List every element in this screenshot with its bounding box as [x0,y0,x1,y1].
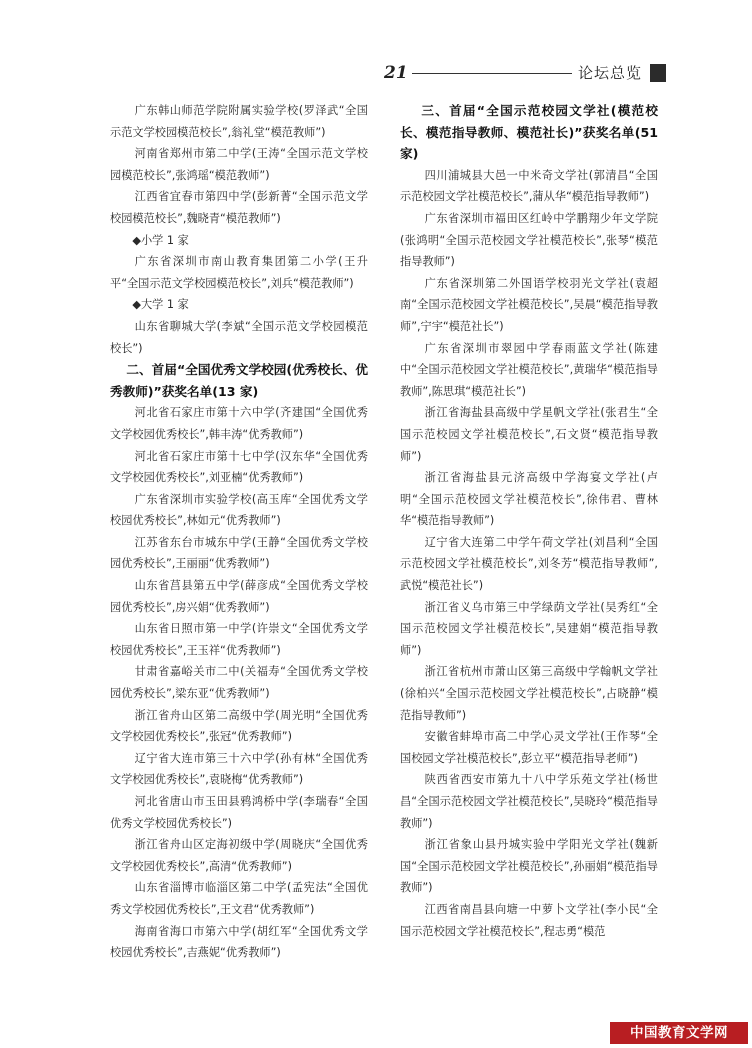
page-number: 21 [384,63,408,83]
opening-entries [110,100,368,230]
list-item: 安徽省蚌埠市高二中学心灵文学社(王作琴“全国校园文学社模范校长”,彭立平“模范指导老师”) [400,730,658,765]
list-item: 浙江省舟山区第二高级中学(周光明“全国优秀文学校园优秀校长”,张冠“优秀教师”) [110,708,368,744]
list-item: 广东省深圳市南山教育集团第二小学(王升平“全国示范文学校园模范校长”,刘兵“模范教师”) [110,255,368,290]
list-item: 广东韩山师范学院附属实验学校(罗泽武“全国示范文学校园模范校长”,翁礼堂“模范教师”) [110,104,368,139]
list-item: 山东省日照市第一中学(许崇文“全国优秀文学校园优秀校长”,王玉祥“优秀教师”) [110,622,368,657]
list-item: 江苏省东台市城东中学(王静“全国优秀文学校园优秀校长”,王丽丽“优秀教师”) [110,535,368,571]
list-item: 河北省石家庄市第十七中学(汉东华“全国优秀文学校园优秀校长”,刘亚楠“优秀教师”) [110,449,368,485]
list-item: 河北省唐山市玉田县鸦鸿桥中学(李瑞春“全国优秀文学校园优秀校长”) [110,795,368,830]
list-item: 浙江省海盐县元济高级中学海宴文学社(卢明“全国示范校园文学社模范校长”,徐伟君、曹林华“模范指导教师”) [400,471,658,528]
section-3-title: 三、首届“全国示范校园文学社(模范校长、模范指导教师、模范社长)”获奖名单(51 家) [400,103,658,162]
section-2-title: 二、首届“全国优秀文学校园(优秀校长、优秀教师)”获奖名单(13 家) [110,362,368,399]
list-item: 江西省南昌县向塘一中萝卜文学社(李小民“全国示范校园文学社模范校长”,程志勇“模范 [400,902,658,938]
list-item: 山东省莒县第五中学(薛彦成“全国优秀文学校园优秀校长”,房兴娟“优秀教师”) [110,579,368,614]
list-item: 浙江省海盐县高级中学星帆文学社(张君生“全国示范校园文学社模范校长”,石文贤“模范指导教师”) [400,406,658,463]
list-item: 浙江省象山县丹城实验中学阳光文学社(魏新国“全国示范校园文学社模范校长”,孙丽娟“模范指导教师”) [400,838,658,895]
list-item: 广东省深圳第二外国语学校羽光文学社(袁超南“全国示范校园文学社模范校长”,吴晨“模范指导教师”,宁宇“模范社长”) [400,276,658,333]
right-column [400,100,658,942]
list-item: 辽宁省大连第二中学午荷文学社(刘昌利“全国示范校园文学社模范校长”,刘冬芳“模范指导教师”,武悦“模范社长”) [400,535,658,593]
page-header [384,62,674,84]
primary-school-label: ◆小学 1 家 [132,233,189,247]
list-item: 海南省海口市第六中学(胡红军“全国优秀文学校园优秀校长”,吉燕妮“优秀教师”) [110,924,368,960]
list-item: 浙江省杭州市萧山区第三高级中学翰帆文学社(徐柏兴“全国示范校园文学社模范校长”,占晓静“模范指导教师”) [400,665,658,722]
journal-name: 论坛总览 [578,64,643,82]
section-2-list [110,402,368,963]
list-item: 河北省石家庄市第十六中学(齐建国“全国优秀文学校园优秀校长”,韩丰涛“优秀教师”) [110,406,368,441]
list-item: 河南省郑州市第二中学(王涛“全国示范文学校园模范校长”,张鸿瑶“模范教师”) [110,147,368,182]
list-item: 陕西省西安市第九十八中学乐苑文学社(杨世昌“全国示范校园文学社模范校长”,吴晓玲“模范指导教师”) [400,773,658,830]
list-item: 山东省淄博市临淄区第二中学(孟宪法“全国优秀文学校园优秀校长”,王文君“优秀教师”) [110,881,368,916]
list-item: 辽宁省大连市第三十六中学(孙有林“全国优秀文学校园优秀校长”,袁晓梅“优秀教师”) [110,751,368,787]
list-item: 甘肃省嘉峪关市二中(关福寿“全国优秀文学校园优秀校长”,梁东亚“优秀教师”) [110,665,368,701]
left-column [110,100,368,964]
list-item: 广东省深圳市福田区红岭中学鹏翔少年文学院(张鸿明“全国示范校园文学社模范校长”,张琴“模范指导教师”) [400,211,658,269]
section-3-list [400,165,658,942]
header-block-mark [650,64,666,82]
list-item: 江西省宜春市第四中学(彭新菁“全国示范文学校园模范校长”,魏晓青“模范教师”) [110,190,368,225]
list-item: 山东省聊城大学(李斌“全国示范文学校园模范校长”) [110,319,368,355]
site-watermark: 中国教育文学网 [610,1022,748,1044]
header-rule [412,73,572,74]
list-item: 浙江省舟山区定海初级中学(周晓庆“全国优秀文学校园优秀校长”,高清“优秀教师”) [110,838,368,873]
list-item: 浙江省义乌市第三中学绿荫文学社(吴秀红“全国示范校园文学社模范校长”,吴建娟“模范指导教师”) [400,600,658,657]
list-item: 广东省深圳市实验学校(高玉库“全国优秀文学校园优秀校长”,林如元“优秀教师”) [110,492,368,528]
university-label: ◆大学 1 家 [132,298,189,312]
list-item: 广东省深圳市翠园中学春雨蓝文学社(陈建中“全国示范校园文学社模范校长”,黄瑞华“模范指导教师”,陈思琪“模范社长”) [400,341,658,398]
list-item: 四川浦城县大邑一中米奇文学社(郭清昌“全国示范校园文学社模范校长”,蒲从华“模范指导教师”) [400,168,658,204]
